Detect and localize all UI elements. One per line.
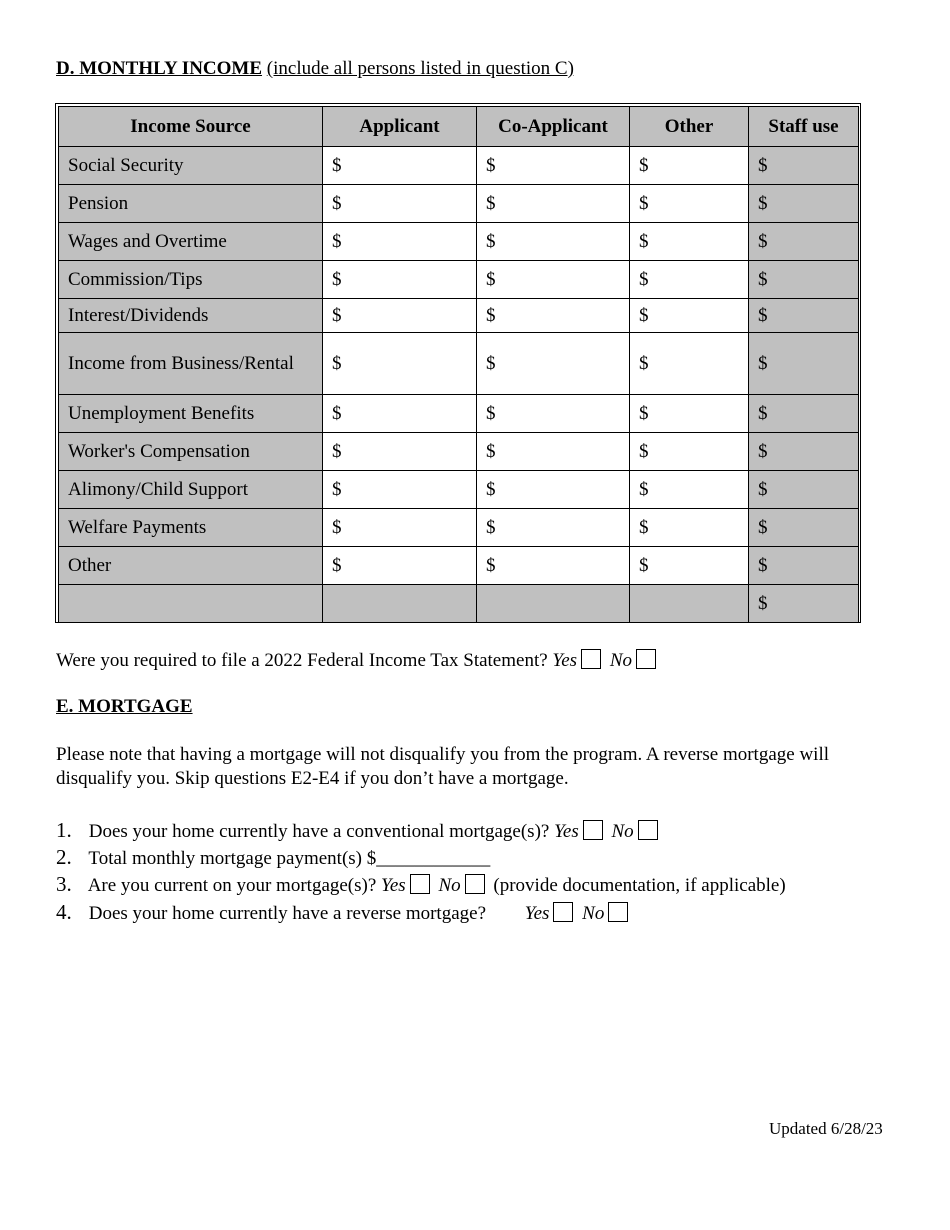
other-amount[interactable]: $ [630,261,749,299]
total-blank-cell [630,585,749,623]
income-total-row [59,585,859,623]
other-amount[interactable]: $ [630,185,749,223]
co-applicant-amount[interactable]: $ [477,471,630,509]
total-blank-cell [59,585,323,623]
header-co-applicant: Co-Applicant [477,107,630,147]
income-table [58,106,859,623]
applicant-amount[interactable]: $ [323,261,477,299]
income-source-label: Wages and Overtime [59,223,323,261]
q1-number: 1. [56,818,72,842]
income-source-label: Commission/Tips [59,261,323,299]
other-amount[interactable]: $ [630,147,749,185]
applicant-amount[interactable]: $ [323,147,477,185]
income-source-label: Interest/Dividends [59,299,323,333]
staff-use-amount: $ [749,471,859,509]
income-source-label: Other [59,547,323,585]
other-amount[interactable]: $ [630,223,749,261]
income-row [59,547,859,585]
section-d-heading: D. MONTHLY INCOME [56,58,263,79]
section-d-note: (include all persons listed in question C) [266,58,574,79]
q3-yes-checkbox[interactable] [410,874,430,894]
co-applicant-amount[interactable]: $ [477,147,630,185]
q4-yes-checkbox[interactable] [553,902,573,922]
income-row [59,395,859,433]
income-row [59,471,859,509]
income-row [59,509,859,547]
header-income-source: Income Source [59,107,323,147]
q1-text: Does your home currently have a conventional mortgage(s)? [88,821,550,842]
q1-no-checkbox[interactable] [638,820,658,840]
q4-no-checkbox[interactable] [608,902,628,922]
mortgage-q1 [56,818,662,843]
co-applicant-amount[interactable]: $ [477,185,630,223]
tax-no-label: No [609,650,633,671]
q2-number: 2. [56,845,72,869]
q4-text: Does your home currently have a reverse mortgage? [88,903,486,924]
q3-number: 3. [56,872,72,896]
updated-date: Updated 6/28/23 [769,1119,883,1138]
staff-use-amount: $ [749,547,859,585]
co-applicant-amount[interactable]: $ [477,299,630,333]
mortgage-q3 [56,872,786,897]
staff-use-amount: $ [749,333,859,395]
section-d-title [56,58,574,80]
total-blank-cell [477,585,630,623]
mortgage-note: Please note that having a mortgage will not disqualify you from the program. A reverse mortgage will disqualify you. Skip questions E2-E4 if you don’t have a mortgage. [56,744,830,789]
income-table-frame [55,103,861,623]
applicant-amount[interactable]: $ [323,395,477,433]
header-applicant: Applicant [323,107,477,147]
tax-yes-checkbox[interactable] [581,649,601,669]
applicant-amount[interactable]: $ [323,223,477,261]
q3-note: (provide documentation, if applicable) [493,875,786,896]
co-applicant-amount[interactable]: $ [477,509,630,547]
q3-text: Are you current on your mortgage(s)? [87,875,377,896]
applicant-amount[interactable]: $ [323,509,477,547]
income-row [59,185,859,223]
other-amount[interactable]: $ [630,509,749,547]
q1-yes-label: Yes [554,821,579,842]
co-applicant-amount[interactable]: $ [477,395,630,433]
income-source-label: Alimony/Child Support [59,471,323,509]
income-table-header [59,107,859,147]
staff-use-amount: $ [749,147,859,185]
co-applicant-amount[interactable]: $ [477,223,630,261]
applicant-amount[interactable]: $ [323,471,477,509]
tax-yes-label: Yes [552,650,578,671]
income-source-label: Worker's Compensation [59,433,323,471]
income-source-label: Social Security [59,147,323,185]
other-amount[interactable]: $ [630,433,749,471]
income-row [59,433,859,471]
other-amount[interactable]: $ [630,471,749,509]
income-row [59,299,859,333]
income-source-label: Pension [59,185,323,223]
applicant-amount[interactable]: $ [323,299,477,333]
other-amount[interactable]: $ [630,333,749,395]
q4-yes-label: Yes [524,903,550,924]
income-source-label: Welfare Payments [59,509,323,547]
q3-no-label: No [438,875,461,896]
mortgage-q2 [56,845,490,870]
header-other: Other [630,107,749,147]
income-row [59,147,859,185]
other-amount[interactable]: $ [630,395,749,433]
staff-use-amount: $ [749,185,859,223]
section-e-title: E. MORTGAGE [56,696,193,717]
q1-no-label: No [611,821,634,842]
income-source-label: Income from Business/Rental [59,333,323,395]
tax-question [56,649,660,672]
staff-use-amount: $ [749,223,859,261]
staff-use-amount: $ [749,299,859,333]
staff-use-amount: $ [749,395,859,433]
staff-use-amount: $ [749,433,859,471]
total-blank-cell [323,585,477,623]
applicant-amount[interactable]: $ [323,185,477,223]
q3-no-checkbox[interactable] [465,874,485,894]
income-row [59,261,859,299]
tax-question-text: Were you required to file a 2022 Federal Income Tax Statement? [56,650,548,671]
q1-yes-checkbox[interactable] [583,820,603,840]
header-staff-use: Staff use [749,107,859,147]
other-amount[interactable]: $ [630,547,749,585]
co-applicant-amount[interactable]: $ [477,261,630,299]
q4-number: 4. [56,900,72,924]
applicant-amount[interactable]: $ [323,433,477,471]
income-row [59,333,859,395]
co-applicant-amount[interactable]: $ [477,547,630,585]
staff-use-total: $ [749,585,859,623]
q3-yes-label: Yes [381,875,406,896]
staff-use-amount: $ [749,261,859,299]
other-amount[interactable]: $ [630,299,749,333]
income-source-label: Unemployment Benefits [59,395,323,433]
q4-no-label: No [582,903,605,924]
staff-use-amount: $ [749,509,859,547]
applicant-amount[interactable]: $ [323,333,477,395]
q2-text[interactable]: Total monthly mortgage payment(s) $____________ [88,848,491,869]
applicant-amount[interactable]: $ [323,547,477,585]
income-row [59,223,859,261]
co-applicant-amount[interactable]: $ [477,333,630,395]
co-applicant-amount[interactable]: $ [477,433,630,471]
mortgage-q4 [56,900,632,925]
tax-no-checkbox[interactable] [636,649,656,669]
